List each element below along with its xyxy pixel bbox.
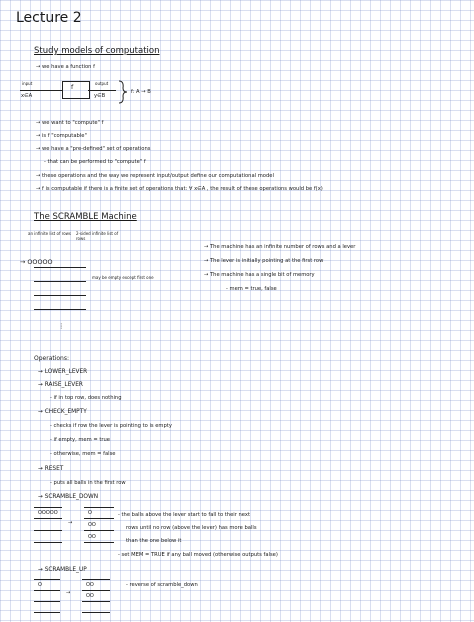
sd-after-line-0 <box>84 507 114 508</box>
su-after-line-2 <box>82 601 110 602</box>
output-label: output <box>95 81 109 86</box>
sd-note-1: - the balls above the lever start to fall to their next <box>118 512 250 518</box>
sd-note-3: than the one below it <box>126 538 182 544</box>
output-var: y∈B <box>94 93 106 99</box>
line-function: → we have a function f <box>36 64 95 70</box>
sd-before-line-0 <box>34 507 62 508</box>
section-heading-models: Study models of computation <box>34 46 160 56</box>
su-arrow-icon: → <box>66 590 71 596</box>
op-reset-note: - puts all balls in the first row <box>50 480 126 486</box>
machine-row-1: → OOOOO <box>20 258 53 266</box>
machine-fact-lever: → The lever is initially pointing at the first row <box>204 258 324 264</box>
function-box <box>62 81 90 99</box>
left-note-rows: an infinite list of rows <box>28 231 72 236</box>
sd-before-balls: OOOOO <box>38 510 58 516</box>
op-check-empty: → CHECK_EMPTY <box>38 409 87 415</box>
sd-note-4: - set MEM = TRUE if any ball moved (otherwise outputs false) <box>118 552 278 558</box>
su-after-line-3 <box>82 612 110 613</box>
input-var: x∈A <box>21 93 33 99</box>
function-box-label: f <box>71 83 74 91</box>
sd-after-row-3: OO <box>88 534 96 540</box>
section-heading-scramble: The SCRAMBLE Machine <box>34 212 137 222</box>
bullet-operations: → we have a "pre-defined" set of operations <box>36 146 151 152</box>
op-raise-lever-note: - if in top row, does nothing <box>50 395 122 401</box>
su-before-line-2 <box>34 601 60 602</box>
left-note-two-sided: 2-sided infinite list of rows <box>76 231 119 241</box>
su-after-row-1: OO <box>86 582 94 588</box>
page-title: Lecture 2 <box>16 10 82 26</box>
su-before-line-1 <box>34 590 60 591</box>
input-label: input <box>22 81 33 86</box>
output-arrow-line <box>88 90 116 91</box>
su-before-line-3 <box>34 612 60 613</box>
op-scramble-up: → SCRAMBLE_UP <box>38 567 87 573</box>
machine-fact-memory: → The machine has a single bit of memory <box>204 272 315 278</box>
bullet-definition: → f is computable if there is a finite set of operations that: ∀ x∈A , the result of these operations would be f(x) <box>36 186 323 192</box>
sd-before-line-2 <box>34 530 62 531</box>
bullet-operations-sub: - that can be performed to "compute" f <box>44 159 146 165</box>
op-check-empty-note-1: - checks if row the lever is pointing to is empty <box>50 423 172 429</box>
sd-after-line-3 <box>84 542 114 543</box>
sd-before-line-1 <box>34 518 62 519</box>
bullet-compute: → we want to "compute" f <box>36 120 104 126</box>
sd-after-line-1 <box>84 518 114 519</box>
row-note: may be empty except first one <box>92 275 154 280</box>
op-check-empty-note-2: - if empty, mem = true <box>50 437 110 443</box>
sd-arrow-icon: → <box>68 520 73 526</box>
row-line-4 <box>34 309 86 310</box>
su-before-row-1: O <box>38 582 42 588</box>
su-after-line-1 <box>82 590 110 591</box>
mapping: f: A → B <box>131 89 151 95</box>
sd-after-row-2: OO <box>88 522 96 528</box>
sd-after-line-2 <box>84 530 114 531</box>
machine-fact-rows: → The machine has an infinite number of rows and a lever <box>204 244 356 250</box>
op-scramble-down: → SCRAMBLE_DOWN <box>38 494 99 500</box>
su-after-row-2: OO <box>86 593 94 599</box>
sd-before-line-3 <box>34 542 62 543</box>
input-arrow-line <box>20 90 62 91</box>
sd-note-2: rows until no row (above the lever) has more balls <box>126 525 257 531</box>
op-raise-lever: → RAISE_LEVER <box>38 382 83 388</box>
operations-heading: Operations: <box>34 355 70 362</box>
su-after-line-0 <box>82 579 110 580</box>
row-ellipsis: ⋮ <box>58 322 65 330</box>
su-before-line-0 <box>34 579 60 580</box>
row-line-2 <box>34 281 86 282</box>
sd-after-row-1: O <box>88 510 92 516</box>
machine-fact-memory-sub: - mem = true, false <box>226 286 277 292</box>
op-lower-lever: → LOWER_LEVER <box>38 369 88 375</box>
op-check-empty-note-3: - otherwise, mem = false <box>50 451 116 457</box>
bullet-computable: → is f "computable" <box>36 133 87 139</box>
row-line-3 <box>34 295 86 296</box>
op-reset: → RESET <box>38 466 64 472</box>
brace-icon <box>118 80 128 104</box>
bullet-model: → these operations and the way we represent input/output define our computational model <box>36 173 274 179</box>
row-line-1 <box>34 267 86 268</box>
su-note: - reverse of scramble_down <box>126 582 198 588</box>
